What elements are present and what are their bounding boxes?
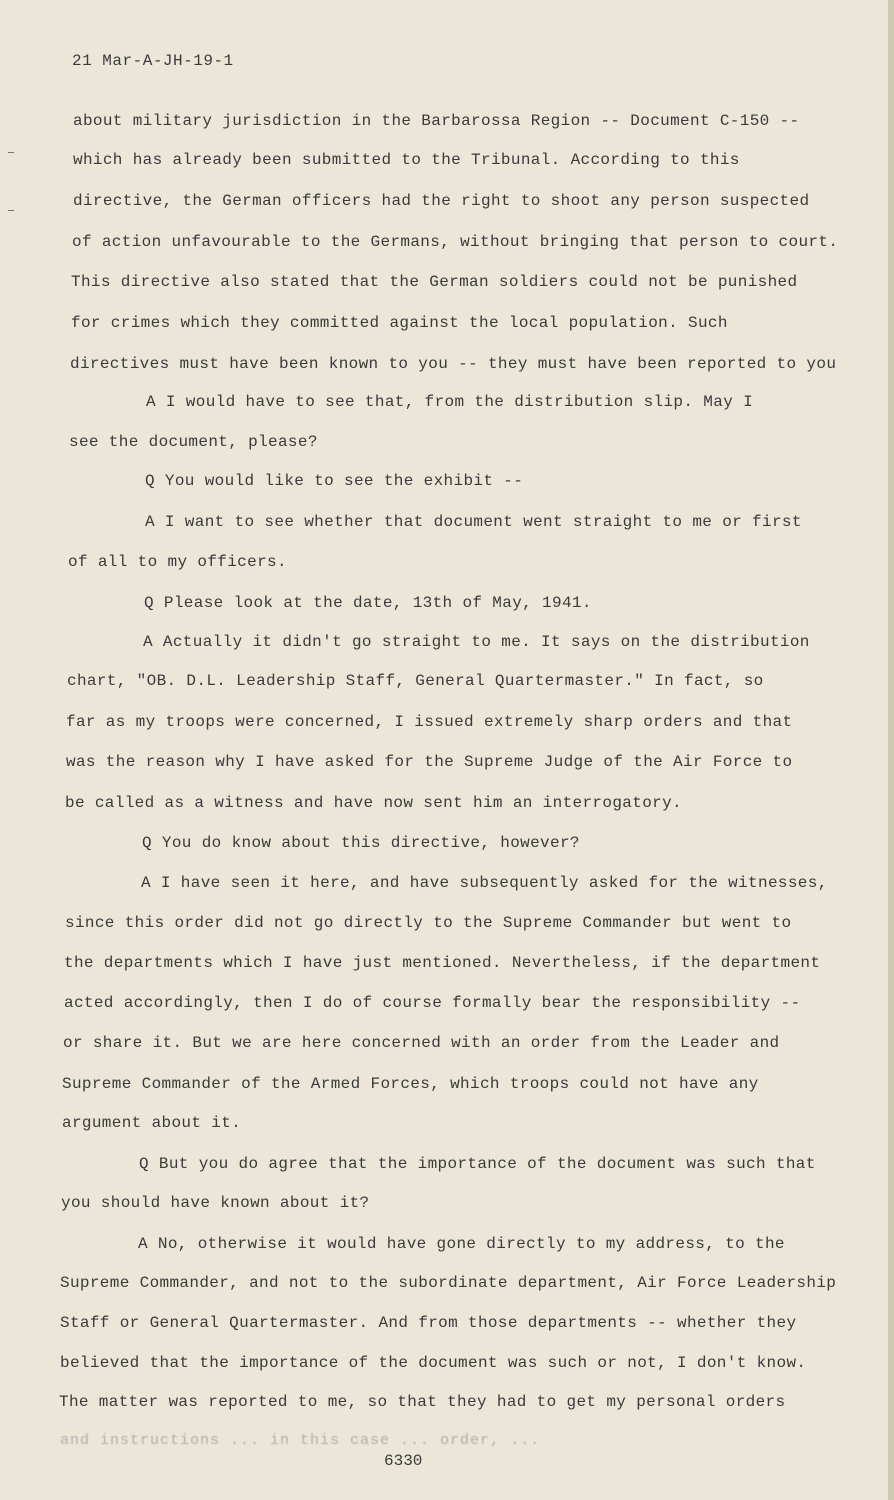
question-line: Q Please look at the date, 13th of May, 1941. [144, 594, 592, 612]
text-line: the departments which I have just mentioned. Nevertheless, if the department [64, 954, 821, 972]
text-line: be called as a witness and have now sent him an interrogatory. [65, 794, 682, 812]
text-line: argument about it. [62, 1114, 242, 1132]
answer-line: A No, otherwise it would have gone directly to my address, to the [138, 1235, 785, 1253]
page-number: 6330 [384, 1452, 423, 1470]
text-line: see the document, please? [69, 433, 318, 451]
text-line: for crimes which they committed against the local population. Such [71, 314, 728, 332]
answer-line: A I have seen it here, and have subsequently asked for the witnesses, [141, 874, 828, 892]
text-line: acted accordingly, then I do of course formally bear the responsibility -- [64, 994, 801, 1012]
text-line: or share it. But we are here concerned with an order from the Leader and [63, 1034, 780, 1052]
text-line: Staff or General Quartermaster. And from those departments -- whether they [60, 1314, 797, 1332]
text-line: believed that the importance of the document was such or not, I don't know. [60, 1354, 807, 1372]
margin-mark [8, 152, 14, 153]
text-line: about military jurisdiction in the Barbarossa Region -- Document C-150 -- [73, 112, 800, 130]
question-line: Q You do know about this directive, however? [142, 834, 580, 852]
question-line: Q You would like to see the exhibit -- [145, 472, 524, 490]
question-line: Q But you do agree that the importance of the document was such that [139, 1155, 816, 1173]
text-line: which has already been submitted to the Tribunal. According to this [73, 151, 740, 169]
margin-mark [8, 210, 14, 211]
faded-text-line: and instructions ... in this case ... order, ... [60, 1432, 541, 1449]
text-line: Supreme Commander, and not to the subordinate department, Air Force Leadership [60, 1274, 837, 1292]
answer-line: A I want to see whether that document went straight to me or first [145, 513, 802, 531]
document-reference: 21 Mar-A-JH-19-1 [72, 52, 234, 70]
text-line: directives must have been known to you -- they must have been reported to you [70, 355, 837, 373]
text-line: of all to my officers. [68, 553, 287, 571]
answer-line: A I would have to see that, from the distribution slip. May I [146, 393, 754, 411]
answer-line: A Actually it didn't go straight to me. It says on the distribution [143, 633, 810, 651]
text-line: chart, "OB. D.L. Leadership Staff, General Quartermaster." In fact, so [67, 672, 764, 690]
text-line: you should have known about it? [61, 1194, 370, 1212]
text-line: far as my troops were concerned, I issued extremely sharp orders and that [66, 713, 793, 731]
text-line: of action unfavourable to the Germans, without bringing that person to court. [72, 233, 839, 251]
text-line: The matter was reported to me, so that they had to get my personal orders [59, 1393, 786, 1411]
text-line: This directive also stated that the German soldiers could not be punished [71, 273, 798, 291]
text-line: was the reason why I have asked for the Supreme Judge of the Air Force to [66, 753, 793, 771]
text-line: since this order did not go directly to the Supreme Commander but went to [65, 914, 792, 932]
text-line: Supreme Commander of the Armed Forces, which troops could not have any [62, 1075, 759, 1093]
text-line: directive, the German officers had the right to shoot any person suspected [73, 192, 810, 210]
